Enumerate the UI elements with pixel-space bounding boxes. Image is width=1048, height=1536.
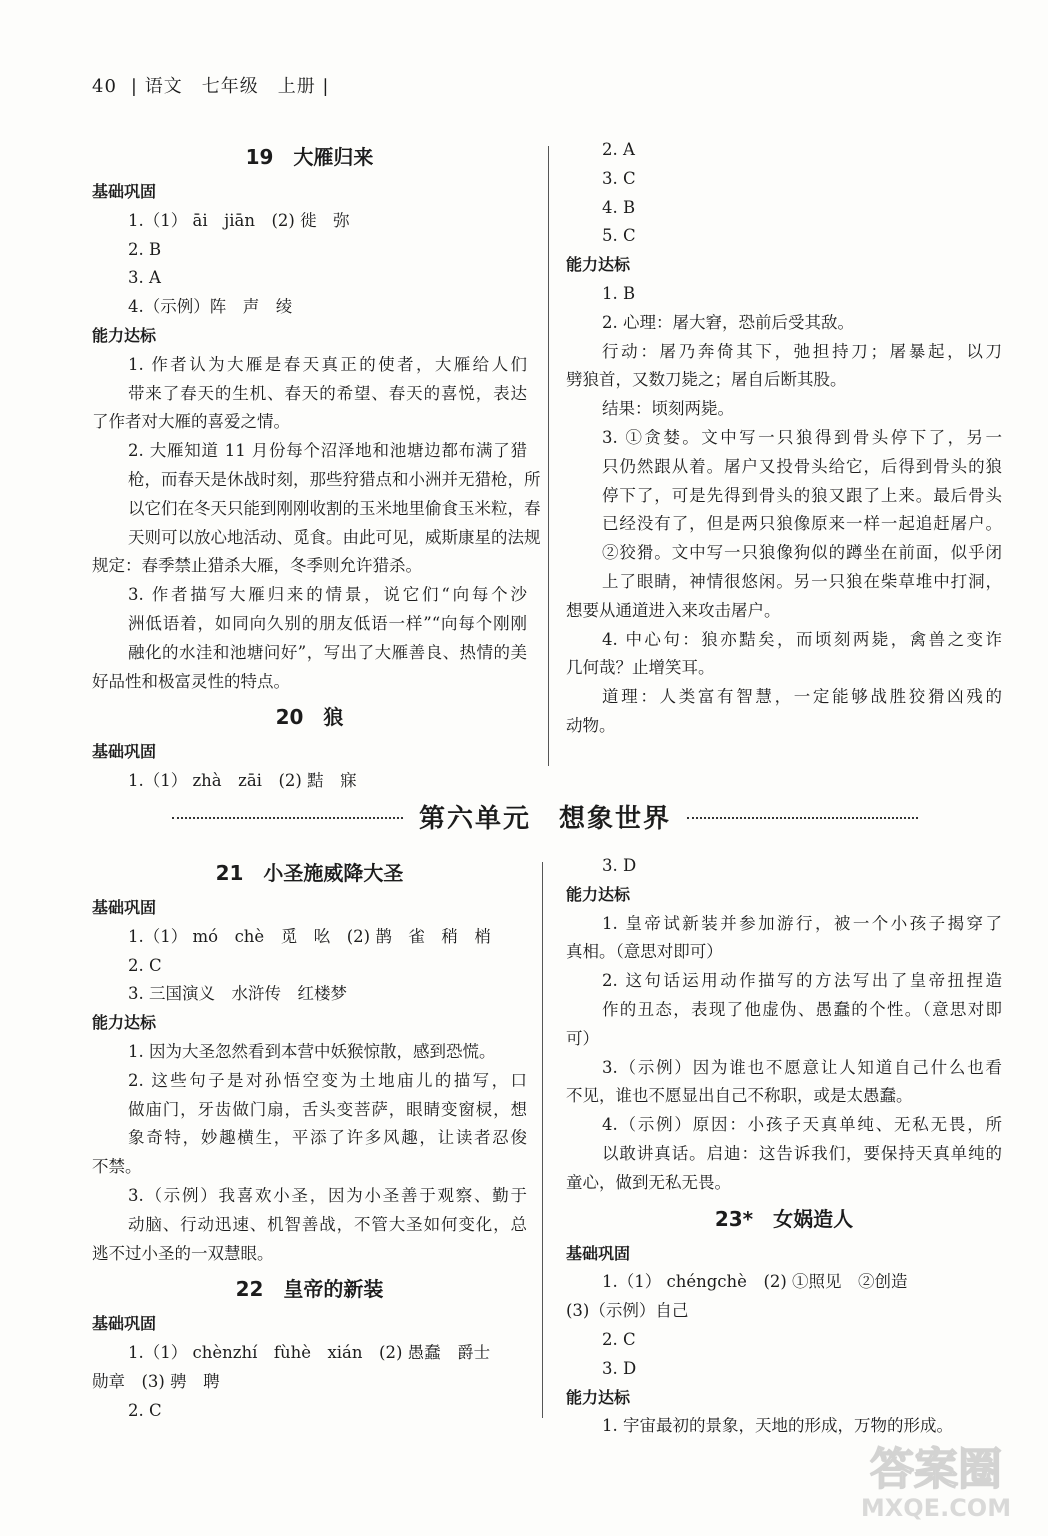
answer-line: 融化的水洼和池塘问好”，写出了大雁善良、热情的美: [128, 642, 527, 662]
section-heading: 能力达标: [566, 884, 631, 904]
section-heading: 基础巩固: [566, 1243, 631, 1263]
answer-line-continued: 勋章 (3) 骋 聘: [92, 1371, 220, 1391]
answer-line: 1.（1） chéngchè (2) ①照见 ②创造: [602, 1272, 908, 1292]
answer-line: 4.（示例）阵 声 绫: [128, 297, 293, 317]
answer-line: ②狡猾。文中写一只狼像狗似的蹲坐在前面，似乎闭: [602, 543, 1002, 563]
answer-line: 3. D: [602, 856, 637, 875]
answer-line: 道理：人类富有智慧，一定能够战胜狡猾凶残的: [602, 687, 1002, 707]
answer-line-continued: 了作者对大雁的喜爱之情。: [92, 412, 290, 432]
answer-line-continued: 好品性和极富灵性的特点。: [92, 671, 290, 691]
answer-line: 结果：顷刻两毙。: [602, 399, 734, 419]
answer-line-continued: (3)（示例）自己: [566, 1301, 689, 1321]
answer-line: 3. 作者描写大雁归来的情景，说它们“向每个沙: [128, 585, 527, 605]
answer-line-continued: 想要从通道进入来攻击屠户。: [566, 600, 781, 620]
lesson-title: 20 狼: [275, 705, 344, 730]
answer-line-continued: 逃不过小圣的一双慧眼。: [92, 1243, 274, 1263]
answer-line: 1.（1） zhà zāi (2) 黠 寐: [128, 771, 357, 791]
answer-line: 停下了，可是先得到骨头的狼又跟了上来。最后骨头: [602, 485, 1002, 505]
answer-line: 3. ①贪婪。文中写一只狼得到骨头停下了，另一: [602, 427, 1002, 447]
section-heading: 能力达标: [92, 1013, 157, 1033]
answer-line-continued: 可）: [566, 1028, 599, 1048]
answer-line: 4.（示例）原因：小孩子天真单纯、无私无畏，所: [602, 1115, 1002, 1135]
answer-line-continued: 不见，谁也不愿显出自己不称职，或是太愚蠢。: [566, 1086, 913, 1106]
answer-line: 4. B: [602, 197, 636, 217]
answer-line: 3.（示例）因为谁也不愿意让人知道自己什么也看: [602, 1057, 1002, 1077]
watermark-title: 答案圈: [870, 1444, 1002, 1495]
answer-line: 3. A: [128, 268, 161, 288]
answer-line: 上了眼睛，神情很悠闲。另一只狼在柴草堆中打洞，: [602, 571, 1002, 591]
answer-line: 行动：屠乃奔倚其下，弛担持刀；屠暴起，以刀: [602, 341, 1002, 361]
column-divider-upper: [548, 146, 549, 766]
dotted-rule-right: [687, 817, 918, 819]
section-heading: 基础巩固: [92, 182, 157, 201]
answer-line: 2. C: [128, 955, 162, 975]
answer-line: 枪，而春天是休战时刻，那些狩猎点和小洲并无猎枪，所: [128, 469, 541, 489]
lesson-title: 19 大雁归来: [245, 145, 374, 169]
answer-line: 以它们在冬天只能到刚刚收割的玉米地里偷食玉米粒，春: [128, 498, 541, 518]
answer-line: 3. 三国演义 水浒传 红楼梦: [128, 984, 347, 1004]
answer-line: 5. C: [602, 226, 636, 246]
column-upper-left: [92, 136, 541, 796]
answer-line-continued: 童心，做到无私无畏。: [566, 1172, 731, 1192]
answer-line: 1. 宇宙最初的景象，天地的形成，万物的形成。: [602, 1416, 953, 1436]
answer-line: 2. 大雁知道 11 月份每个沼泽地和池塘边都布满了猎: [128, 441, 527, 461]
answer-line: 1. 因为大圣忽然看到本营中妖猴惊散，感到恐慌。: [128, 1041, 496, 1061]
answer-line: 以敢讲真话。启迪：这告诉我们，要保持天真单纯的: [602, 1143, 1002, 1163]
answer-line: 1. 皇帝试新装并参加游行，被一个小孩子揭穿了: [602, 913, 1002, 933]
unit-title: 第六单元 想象世界: [419, 803, 672, 834]
page-header: [92, 72, 329, 98]
answer-line: 动脑、行动迅速、机智善战，不管大圣如何变化，总: [128, 1214, 527, 1234]
answer-line: 作的丑态，表现了他虚伪、愚蠢的个性。（意思对即: [602, 999, 1002, 1019]
watermark-logo: [842, 1434, 1030, 1522]
book-subject: | 语文 七年级 上册 |: [130, 76, 330, 97]
answer-line: 象奇特，妙趣横生，平添了许多风趣，让读者忍俊: [128, 1128, 527, 1148]
answer-line-continued: 不禁。: [92, 1157, 142, 1177]
section-heading: 能力达标: [92, 325, 157, 345]
answer-line: 2. 这句话运用动作描写的方法写出了皇帝扭捏造: [602, 971, 1002, 991]
answer-line: 2. A: [602, 140, 635, 159]
lesson-title: 23* 女娲造人: [714, 1206, 854, 1231]
page-number: 40: [92, 76, 117, 97]
answer-line: 2. 心理：屠大窘，恐前后受其敌。: [602, 312, 854, 332]
answer-line-continued: 规定：春季禁止猎杀大雁，冬季则允许猎杀。: [92, 556, 422, 576]
lesson-title: 21 小圣施威降大圣: [215, 861, 404, 885]
answer-line-continued: 动物。: [566, 715, 616, 735]
answer-line-continued: 真相。（意思对即可）: [566, 942, 723, 962]
section-heading: 基础巩固: [92, 1314, 157, 1334]
column-divider-lower: [542, 862, 543, 1418]
answer-line: 1. B: [602, 283, 636, 303]
answer-line-continued: 劈狼首，又数刀毙之；屠自后断其股。: [566, 370, 847, 390]
section-heading: 能力达标: [566, 1387, 631, 1407]
column-upper-right: [566, 136, 1002, 741]
answer-line: 3. C: [602, 168, 636, 188]
answer-line: 2. C: [128, 1400, 162, 1420]
answer-line: 带来了春天的生机、春天的希望、春天的喜悦，表达: [128, 383, 527, 403]
answer-line: 做庙门，牙齿做门扇，舌头变菩萨，眼睛变窗棂，想: [128, 1099, 527, 1119]
column-lower-left: [92, 852, 527, 1426]
answer-line: 只仍然跟从着。屠户又投骨头给它，后得到骨头的狼: [602, 456, 1002, 476]
unit-banner: [172, 796, 918, 836]
answer-line: 1.（1） mó chè 觅 吆 (2) 鹊 雀 稍 梢: [128, 926, 491, 946]
section-heading: 基础巩固: [92, 898, 157, 917]
answer-line: 3. D: [602, 1358, 637, 1378]
answer-line: 已经没有了，但是两只狼像原来一样一起追赶屠户。: [602, 514, 1002, 534]
answer-line-continued: 几何哉？止增笑耳。: [566, 658, 715, 678]
dotted-rule-left: [172, 817, 403, 819]
answer-line: 天则可以放心地活动、觅食。由此可见，威斯康星的法规: [128, 527, 541, 547]
answer-line: 1. 作者认为大雁是春天真正的使者，大雁给人们: [128, 354, 527, 374]
column-lower-right: [566, 852, 1002, 1441]
answer-line: 洲低语着，如同向久别的朋友低语一样”“向每个刚刚: [128, 613, 527, 633]
answer-line: 2. B: [128, 239, 162, 259]
watermark-url: MXQE.COM: [860, 1494, 1012, 1522]
answer-line: 2. C: [602, 1329, 636, 1349]
answer-line: 1.（1） chènzhí fùhè xián (2) 愚蠢 爵士: [128, 1343, 491, 1363]
answer-line: 1.（1） āi jiān (2) 徙 弥: [128, 210, 350, 230]
section-heading: 基础巩固: [92, 742, 157, 762]
answer-line: 2. 这些句子是对孙悟空变为土地庙儿的描写，口: [128, 1070, 527, 1090]
answer-line: 3.（示例）我喜欢小圣，因为小圣善于观察、勤于: [128, 1185, 527, 1205]
answer-line: 4. 中心句：狼亦黠矣，而顷刻两毙，禽兽之变诈: [602, 629, 1002, 649]
lesson-title: 22 皇帝的新装: [235, 1277, 384, 1302]
section-heading: 能力达标: [566, 255, 631, 275]
